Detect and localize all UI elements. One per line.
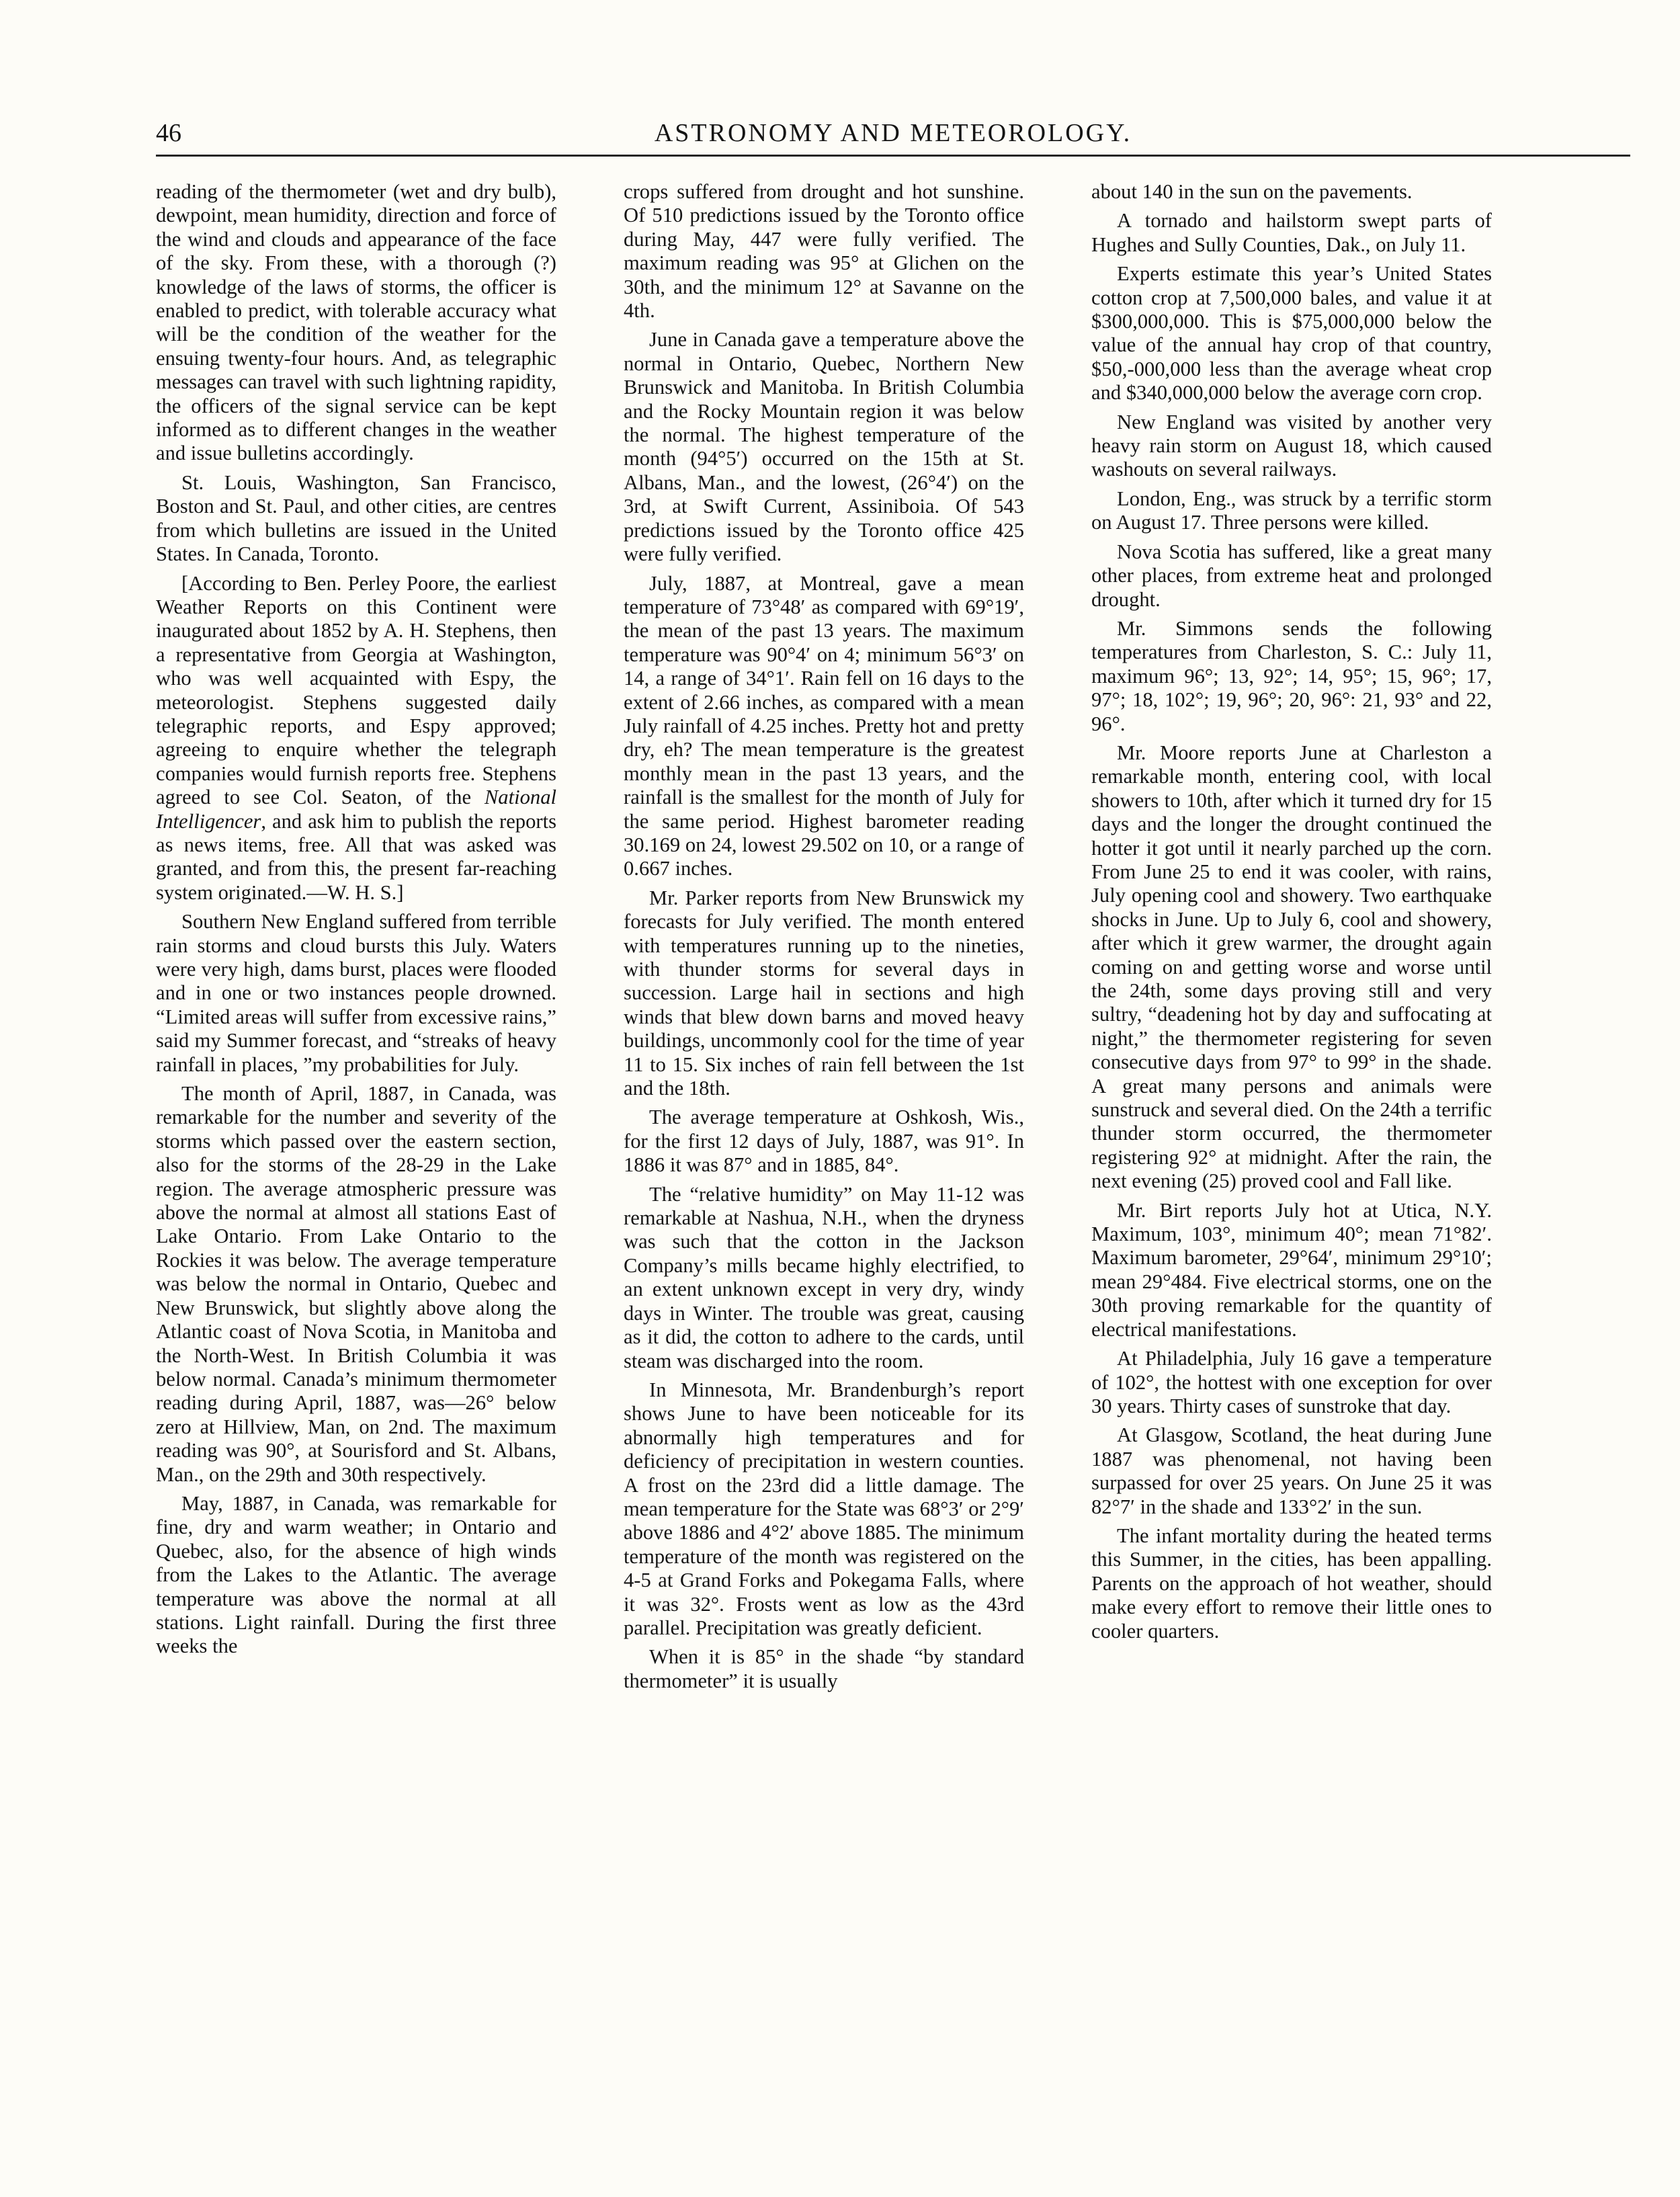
bracket-note-text: , and ask him to publish the reports as news items, free. All that was asked was granted, and from this, the present far-reaching system originated.—W. H. S.]: [156, 809, 556, 904]
paragraph: In Minnesota, Mr. Brandenburgh’s report shows June to have been noticeable for its abnormally high temperatures and for deficiency of precipitation in western counties. A frost on the 23rd did a little damage. The mean temperature for the State was 68°3′ or 2°9′ above 1886 and 4°2′ above 1885. The minimum temperature of the month was registered on the 4-5 at Grand Forks and Pokegama Falls, where it was 32°. Frosts went as low as the 43rd parallel. Precipitation was greatly deficient.: [624, 1378, 1024, 1639]
paragraph: reading of the thermometer (wet and dry bulb), dewpoint, mean humidity, direction and force of the wind and clouds and appearance of the face of the sky. From these, with a thorough (?) knowledge of the laws of storms, the officer is enabled to predict, with tolerable accuracy what will be the condition of the weather for the ensuing twenty-four hours. And, as telegraphic messages can travel with such lightning rapidity, the officers of the signal service can be kept informed as to different changes in the weather and issue bulletins accordingly.: [156, 180, 556, 465]
paragraph: The average temperature at Oshkosh, Wis., for the first 12 days of July, 1887, was 91°. In 1886 it was 87° and in 1885, 84°.: [624, 1106, 1024, 1177]
paragraph: Mr. Simmons sends the following temperatures from Charleston, S. C.: July 11, maximum 96°; 13, 92°; 14, 95°; 15, 96°; 17, 97°; 18, 102°; 19, 96°; 20, 96°: 21, 93° and 22, 96°.: [1091, 616, 1492, 735]
running-head: ASTRONOMY AND METEOROLOGY.: [654, 119, 1132, 147]
paragraph: May, 1887, in Canada, was remarkable for fine, dry and warm weather; in Ontario and Quebec, also, for the absence of high winds from the Lakes to the Atlantic. The average temperature was above the normal at all stations. Light rainfall. During the first three weeks the: [156, 1491, 556, 1658]
paragraph: Southern New England suffered from terrible rain storms and cloud bursts this July. Waters were very high, dams burst, places were flooded and in one or two instances people drowned. “Limited areas will suffer from excessive rains,” said my Summer forecast, and “streaks of heavy rainfall in places, ”my probabilities for July.: [156, 910, 556, 1076]
column-1: [156, 180, 556, 1664]
paragraph: At Glasgow, Scotland, the heat during June 1887 was phenomenal, not having been surpassed for over 25 years. On June 25 it was 82°7′ in the shade and 133°2′ in the sun.: [1091, 1423, 1492, 1518]
newspaper-title: National Intelligencer: [156, 786, 556, 833]
column-2: [624, 180, 1024, 1698]
paragraph: about 140 in the sun on the pavements.: [1091, 180, 1413, 203]
paragraph: Mr. Birt reports July hot at Utica, N.Y. Maximum, 103°, minimum 40°; mean 71°82′. Maximum barometer, 29°64′, minimum 29°10′; mean 29°484. Five electrical storms, one on the 30th proving remarkable for the quantity of electrical manifestations.: [1091, 1198, 1492, 1341]
header-rule: [156, 155, 1630, 157]
paragraph: London, Eng., was struck by a terrific storm on August 17. Three persons were killed.: [1091, 487, 1492, 534]
paragraph: June in Canada gave a temperature above the normal in Ontario, Quebec, Northern New Brunswick and Manitoba. In British Columbia and the Rocky Mountain region it was below the normal. The highest temperature of the month (94°5′) occurred on the 15th at St. Albans, Man., and the lowest, (26°4′) on the 3rd, at Swift Current, Assiniboia. Of 543 predictions issued by the Toronto office 425 were fully verified.: [624, 328, 1024, 566]
bracket-note: [156, 572, 556, 905]
bracket-note-text: [According to Ben. Perley Poore, the earliest Weather Reports on this Continent were inaugurated about 1852 by A. H. Stephens, then a representative from Georgia at Washington, who was well acquainted with Espy, the meteorologist. Stephens suggested daily telegraphic reports, and Espy approved; agreeing to enquire whether the telegraph companies would furnish reports free. Stephens agreed to see Col. Seaton, of the: [156, 571, 556, 809]
page-number: 46: [156, 119, 181, 147]
paragraph: At Philadelphia, July 16 gave a temperature of 102°, the hottest with one exception for over 30 years. Thirty cases of sunstroke that day.: [1091, 1347, 1492, 1417]
paragraph: crops suffered from drought and hot sunshine. Of 510 predictions issued by the Toronto office during May, 447 were fully verified. The maximum reading was 95° at Glichen on the 30th, and the minimum 12° at Savanne on the 4th.: [624, 180, 1024, 323]
paragraph: When it is 85° in the shade “by standard thermometer” it is usually: [624, 1645, 1024, 1692]
paragraph: A tornado and hailstorm swept parts of Hughes and Sully Counties, Dak., on July 11.: [1091, 209, 1492, 256]
paragraph: Mr. Parker reports from New Brunswick my forecasts for July verified. The month entered with temperatures running up to the nineties, with thunder storms for several days in succession. Large hail in sections and high winds that blew down barns and moved heavy buildings, uncommonly cool for the time of year 11 to 15. Six inches of rain fell between the 1st and the 18th.: [624, 886, 1024, 1100]
paragraph: The month of April, 1887, in Canada, was remarkable for the number and severity of the storms which passed over the eastern section, also for the storms of the 28-29 in the Lake region. The average atmospheric pressure was above the normal at almost all stations East of Lake Ontario. From Lake Ontario to the Rockies it was below. The average temperature was below the normal in Ontario, Quebec and New Brunswick, but slightly above along the Atlantic coast of Nova Scotia, in Manitoba and the North-West. In British Columbia it was below normal. Canada’s minimum thermometer reading during April, 1887, was—26° below zero at Hillview, Man, on 2nd. The maximum reading was 90°, at Sourisford and St. Albans, Man., on the 29th and 30th respectively.: [156, 1082, 556, 1486]
paragraph: The infant mortality during the heated terms this Summer, in the cities, has been appalling. Parents on the approach of hot weather, should make every effort to remove their little ones to cooler quarters.: [1091, 1524, 1492, 1643]
paragraph: St. Louis, Washington, San Francisco, Boston and St. Paul, and other cities, are centres from which bulletins are issued in the United States. In Canada, Toronto.: [156, 470, 556, 566]
paragraph: New England was visited by another very heavy rain storm on August 18, which caused washouts on several railways.: [1091, 410, 1492, 481]
paragraph: Experts estimate this year’s United States cotton crop at 7,500,000 bales, and value it at $300,000,000. This is $75,000,000 below the value of the annual hay crop of that country, $50,-000,000 less than the average wheat crop and $340,000,000 below the average corn crop.: [1091, 262, 1492, 405]
paragraph: Nova Scotia has suffered, like a great many other places, from extreme heat and prolonged drought.: [1091, 540, 1492, 611]
page-header: [156, 113, 1630, 157]
paragraph: The “relative humidity” on May 11-12 was remarkable at Nashua, N.H., when the dryness was such that the cotton in the Jackson Company’s mills became highly electrified, to an extent unknown except in very dry, windy days in Winter. The trouble was great, causing as it did, the cotton to adhere to the cards, until steam was discharged into the room.: [624, 1182, 1024, 1372]
paragraph: Mr. Moore reports June at Charleston a remarkable month, entering cool, with local showers to 10th, after which it turned dry for 15 days and the longer the drought continued the hotter it got until it nearly parched up the corn. From June 25 to end it was cooler, with rains, July opening cool and showery. Two earthquake shocks in June. Up to July 6, cool and showery, after which it grew warmer, the drought again coming on and getting worse and worse until the 24th, some days proving still and very sultry, “deadening hot by day and suffocating at night,” the thermometer registering for seven consecutive days from 97° to 99° in the shade. A great many persons and animals were sunstruck and several died. On the 24th a terrific thunder storm occurred, the thermometer registering 92° at midnight. After the rain, the next evening (25) proved cool and Fall like.: [1091, 741, 1492, 1193]
column-3: [1091, 180, 1492, 1649]
paragraph: July, 1887, at Montreal, gave a mean temperature of 73°48′ as compared with 69°19′, the mean of the past 13 years. The maximum temperature was 90°4′ on 4; minimum 56°3′ on 14, a range of 34°1′. Rain fell on 16 days to the extent of 2.66 inches, as compared with a mean July rainfall of 4.25 inches. Pretty hot and pretty dry, eh? The mean temperature is the greatest monthly mean in the past 13 years, and the rainfall is the smallest for the month of July for the same period. Highest barometer reading 30.169 on 24, lowest 29.502 on 10, or a range of 0.667 inches.: [624, 571, 1024, 880]
